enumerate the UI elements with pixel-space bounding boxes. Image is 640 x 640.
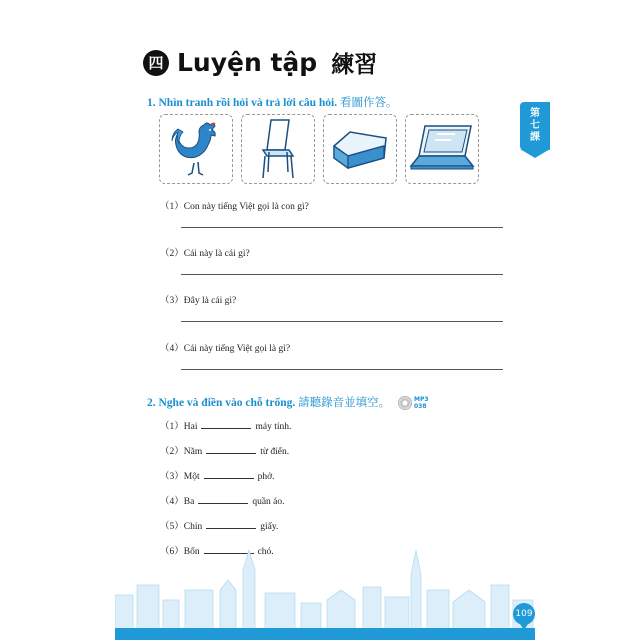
chapter-tab-line1: 第 xyxy=(530,108,540,119)
fill-item-2: （2）Năm từ điển. xyxy=(160,443,289,457)
page-title: Luyện tập xyxy=(177,48,318,77)
blank-field-4[interactable] xyxy=(198,494,248,504)
fill-item-6: （6）Bốn chó. xyxy=(160,543,274,557)
picture-row xyxy=(159,114,479,184)
fill-item-4: （4）Ba quần áo. xyxy=(160,493,285,507)
chair-picture xyxy=(241,114,315,184)
blank-field-2[interactable] xyxy=(206,444,256,454)
chair-icon xyxy=(253,118,303,180)
box-icon xyxy=(328,124,392,174)
blank-field-5[interactable] xyxy=(206,519,256,529)
question-1: （1）Con này tiếng Việt gọi là con gì? xyxy=(160,202,309,212)
question-4: （4）Cái này tiếng Việt gọi là gì? xyxy=(160,344,291,354)
exercise-1-title-vi: 1. Nhìn tranh rồi hỏi và trả lời câu hỏi. xyxy=(147,97,338,109)
city-skyline-decoration xyxy=(115,545,535,630)
answer-line-1[interactable] xyxy=(181,227,503,228)
rooster-picture xyxy=(159,114,233,184)
box-picture xyxy=(323,114,397,184)
fill-item-1: （1）Hai máy tính. xyxy=(160,418,291,432)
page-number: 109 xyxy=(513,603,535,625)
answer-line-4[interactable] xyxy=(181,369,503,370)
question-3: （3）Đây là cái gì? xyxy=(160,296,237,306)
mp3-audio-button[interactable] xyxy=(398,396,429,410)
chapter-tab-line3: 課 xyxy=(530,132,540,143)
exercise-2-title-cn: 請聽錄音並填空。 xyxy=(298,397,391,409)
laptop-icon xyxy=(409,122,475,176)
footer-bar xyxy=(115,628,535,640)
section-number-badge: 四 xyxy=(143,50,169,76)
question-2: （2）Cái này là cái gì? xyxy=(160,249,250,259)
exercise-1-title xyxy=(147,94,397,110)
exercise-2-title xyxy=(147,394,429,410)
fill-item-3: （3）Một phở. xyxy=(160,468,275,482)
blank-field-1[interactable] xyxy=(201,419,251,429)
page-heading xyxy=(143,46,377,79)
blank-field-3[interactable] xyxy=(204,469,254,479)
exercise-1-title-cn: 看圖作答。 xyxy=(339,97,398,109)
mp3-track-number: 038 xyxy=(413,403,427,411)
laptop-picture xyxy=(405,114,479,184)
mp3-label: MP3 xyxy=(413,396,429,404)
answer-line-3[interactable] xyxy=(181,321,503,322)
rooster-icon xyxy=(164,119,228,179)
page-title-chinese: 練習 xyxy=(331,52,378,78)
exercise-2-title-vi: 2. Nghe và điền vào chỗ trống. xyxy=(147,397,296,409)
fill-item-5: （5）Chín giấy. xyxy=(160,518,278,532)
chapter-tab xyxy=(520,102,550,150)
chapter-tab-line2: 七 xyxy=(530,120,540,131)
audio-disc-icon xyxy=(398,396,412,410)
answer-line-2[interactable] xyxy=(181,274,503,275)
